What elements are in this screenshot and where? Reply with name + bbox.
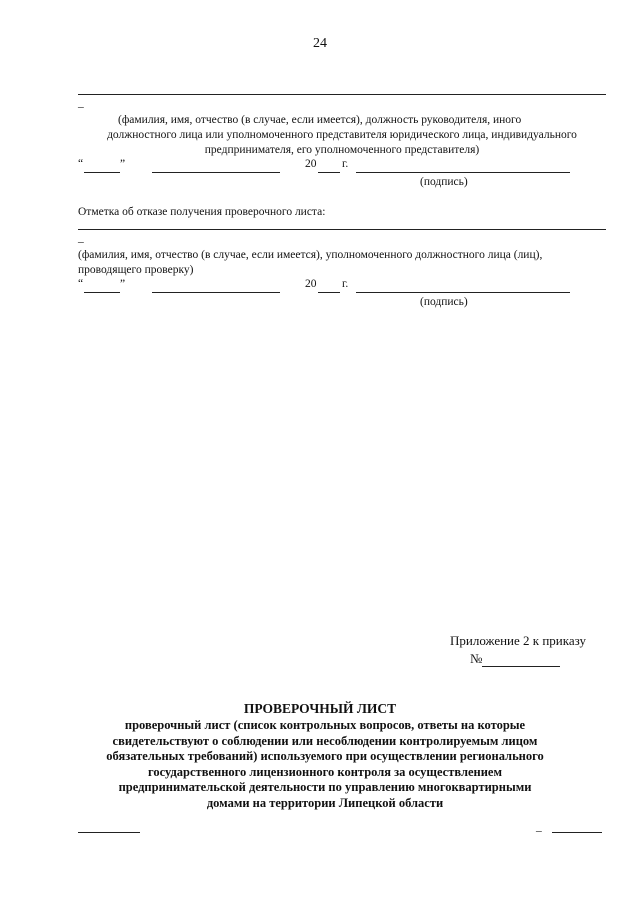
line-dash: _ (78, 232, 84, 244)
subtitle-line: государственного лицензионного контроля за осуществлением (148, 764, 502, 779)
day-field[interactable] (84, 161, 120, 173)
signature-field[interactable] (356, 281, 570, 293)
subtitle-line: свидетельствуют о соблюдении или несоблюдении контролируемым лицом (112, 733, 538, 748)
subtitle-line: проверочный лист (список контрольных вопросов, ответы на которые (124, 718, 526, 732)
right-underline[interactable] (552, 832, 602, 833)
right-dash: _ (536, 821, 542, 833)
subtitle-line: обязательных требований) используемого при осуществлении регионального (106, 749, 544, 763)
official-name-line[interactable] (78, 229, 606, 230)
year-field[interactable] (318, 161, 340, 173)
official-caption (78, 248, 606, 278)
number-sign: № (470, 651, 483, 666)
close-quote: ” (120, 158, 126, 170)
caption-line: (фамилия, имя, отчество (в случае, если имеется), должность руководителя, иного (118, 114, 522, 126)
page-number: 24 (313, 36, 327, 51)
signature-field[interactable] (356, 161, 570, 173)
checklist-subtitle (60, 718, 590, 811)
day-field[interactable] (84, 281, 120, 293)
checklist-title: ПРОВЕРОЧНЫЙ ЛИСТ (243, 701, 397, 716)
year-suffix: г. (342, 278, 349, 290)
subtitle-line: домами на территории Липецкой области (206, 795, 444, 810)
order-number (470, 651, 560, 667)
open-quote: “ (78, 278, 84, 290)
year-suffix: г. (342, 158, 349, 170)
caption-line: предпринимателя, его уполномоченного представителя) (204, 144, 480, 156)
caption-line: должностного лица или уполномоченного представителя юридического лица, индивидуального (107, 129, 577, 141)
month-field[interactable] (152, 281, 280, 293)
caption-line: проводящего проверку) (78, 264, 194, 276)
year-prefix: 20 (305, 158, 317, 170)
left-underline[interactable] (78, 832, 140, 833)
refusal-heading: Отметка об отказе получения проверочного листа: (78, 206, 326, 218)
appendix-label: Приложение 2 к приказу (450, 633, 587, 648)
line-dash: _ (78, 97, 84, 109)
representative-caption (78, 113, 606, 158)
subtitle-line: предпринимательской деятельности по управлению многоквартирными (118, 780, 532, 794)
date-signature-row (78, 158, 606, 174)
year-prefix: 20 (305, 278, 317, 290)
year-field[interactable] (318, 281, 340, 293)
name-signature-line[interactable] (78, 94, 606, 95)
month-field[interactable] (152, 161, 280, 173)
order-number-field[interactable] (482, 653, 560, 667)
caption-line: (фамилия, имя, отчество (в случае, если имеется), уполномоченного должностного лица (лиц), (78, 249, 543, 261)
close-quote: ” (120, 278, 126, 290)
signature-label: (подпись) (420, 176, 468, 188)
open-quote: “ (78, 158, 84, 170)
signature-label: (подпись) (420, 296, 468, 308)
date-signature-row (78, 278, 606, 294)
